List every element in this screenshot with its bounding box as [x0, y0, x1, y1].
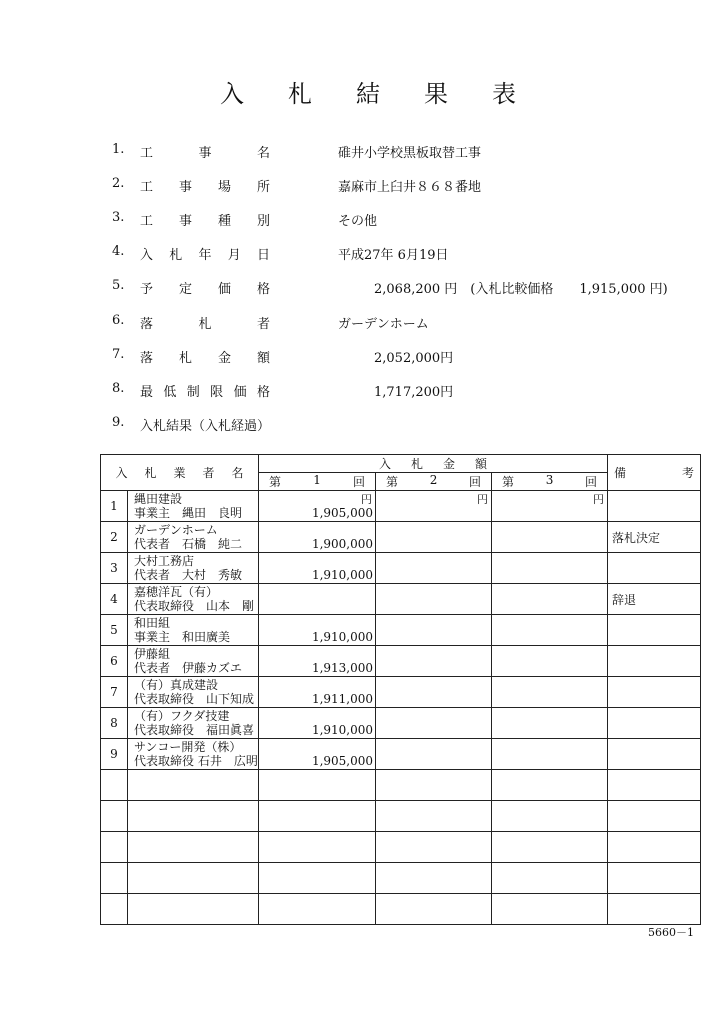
empty-cell — [376, 863, 492, 894]
bidder-representative: 代表取締役 山本 剛 — [134, 599, 255, 613]
remarks-cell — [608, 491, 701, 522]
remarks-cell — [608, 553, 701, 584]
empty-cell — [492, 863, 608, 894]
bid-amount-value: 1,905,000 — [311, 506, 374, 520]
header-char: 入 — [115, 466, 128, 480]
bid-amount-value: 1,910,000 — [311, 630, 374, 644]
bid-amount-value: 1,900,000 — [311, 537, 374, 551]
info-value: 2,052,000円 — [374, 351, 454, 366]
table-row — [101, 739, 701, 770]
header-round-1 — [259, 473, 376, 491]
info-label-char: 別 — [256, 214, 270, 229]
header-char: 札 — [411, 457, 424, 471]
info-number: 7. — [112, 347, 125, 362]
bidder-company: （有）フクダ技建 — [134, 709, 230, 723]
header-round-3 — [492, 473, 608, 491]
info-value: 1,717,200円 — [374, 385, 454, 400]
info-label-char: 予 — [140, 282, 154, 297]
bidder-representative: 代表者 石橋 純二 — [134, 537, 243, 551]
yen-unit: 円 — [361, 493, 373, 506]
bid-amount-round-3 — [492, 739, 608, 770]
info-label-char: 事 — [198, 146, 212, 161]
header-remarks — [608, 455, 701, 491]
empty-table-row — [101, 801, 701, 832]
remarks-cell — [608, 739, 701, 770]
empty-cell — [259, 801, 376, 832]
round-char: 第 — [502, 475, 515, 489]
round-char: 回 — [352, 475, 365, 489]
bid-amount-value: 1,911,000 — [311, 692, 374, 706]
bidder-cell — [128, 708, 259, 739]
bid-amount-round-3 — [492, 708, 608, 739]
header-char: 考 — [682, 466, 695, 480]
bidder-company: 伊藤組 — [134, 647, 171, 661]
info-value: 平成27年 6月19日 — [338, 248, 449, 263]
remarks-cell: 辞退 — [608, 584, 701, 615]
table-row — [101, 615, 701, 646]
row-number: 2 — [101, 522, 128, 553]
info-number: 6. — [112, 313, 125, 328]
yen-unit: 円 — [593, 493, 605, 506]
remarks-cell — [608, 646, 701, 677]
empty-cell — [101, 770, 128, 801]
info-label-char: 格 — [256, 385, 270, 400]
remarks-cell — [608, 677, 701, 708]
empty-cell — [608, 863, 701, 894]
info-label — [140, 347, 270, 366]
bidder-company: 大村工務店 — [134, 554, 195, 568]
info-number: 9. — [112, 415, 125, 430]
info-label: 入札結果（入札経過） — [140, 419, 271, 434]
info-number: 5. — [112, 278, 125, 293]
bidder-representative: 代表者 伊藤カズエ — [134, 661, 243, 675]
bid-amount-round-3 — [492, 553, 608, 584]
info-label-char: 札 — [178, 351, 192, 366]
info-label-char: 札 — [198, 317, 212, 332]
bidder-cell — [128, 677, 259, 708]
info-label-char: 工 — [140, 214, 154, 229]
bid-amount-round-1 — [259, 615, 376, 646]
info-label — [140, 176, 270, 195]
bid-amount-round-2 — [376, 708, 492, 739]
info-label-char: 額 — [256, 351, 270, 366]
row-number: 3 — [101, 553, 128, 584]
bidder-representative: 事業主 和田廣美 — [134, 630, 231, 644]
info-label-char: 日 — [256, 248, 270, 263]
header-char: 入 — [379, 457, 392, 471]
remarks-cell — [608, 708, 701, 739]
info-number: 3. — [112, 210, 125, 225]
table-row — [101, 646, 701, 677]
info-label-char: 事 — [178, 214, 192, 229]
info-value: 2,068,200 円 (入札比較価格 1,915,000 円) — [374, 282, 668, 297]
info-label-char: 者 — [256, 317, 270, 332]
row-number: 5 — [101, 615, 128, 646]
empty-cell — [608, 894, 701, 925]
bid-amount-round-1 — [259, 522, 376, 553]
bid-amount-round-1 — [259, 584, 376, 615]
table-row — [101, 553, 701, 584]
bidder-company: 和田組 — [134, 616, 171, 630]
empty-cell — [376, 832, 492, 863]
info-number: 2. — [112, 176, 125, 191]
bid-amount-round-1 — [259, 553, 376, 584]
bidder-cell — [128, 553, 259, 584]
remarks-cell: 落札決定 — [608, 522, 701, 553]
round-char: 2 — [429, 473, 438, 487]
info-label — [140, 210, 270, 229]
info-label-char: 工 — [140, 146, 154, 161]
bid-amount-round-2 — [376, 553, 492, 584]
bid-amount-round-3 — [492, 677, 608, 708]
bid-amount-round-3 — [492, 491, 608, 522]
bid-amount-value: 1,905,000 — [311, 754, 374, 768]
empty-table-row — [101, 832, 701, 863]
header-char: 名 — [231, 466, 244, 480]
info-label-char: 月 — [227, 248, 241, 263]
info-label-char: 札 — [169, 248, 183, 263]
bidder-cell — [128, 584, 259, 615]
round-char: 回 — [584, 475, 597, 489]
empty-cell — [376, 770, 492, 801]
empty-cell — [492, 894, 608, 925]
empty-cell — [492, 770, 608, 801]
bid-amount-round-1 — [259, 677, 376, 708]
empty-cell — [608, 770, 701, 801]
bid-amount-round-1 — [259, 708, 376, 739]
bid-amount-round-3 — [492, 584, 608, 615]
info-label — [140, 244, 270, 263]
header-bidder-name — [101, 455, 259, 491]
empty-cell — [101, 832, 128, 863]
info-label-char: 金 — [217, 351, 231, 366]
table-row — [101, 708, 701, 739]
bid-amount-round-1 — [259, 646, 376, 677]
bid-amount-round-2 — [376, 677, 492, 708]
empty-cell — [101, 801, 128, 832]
info-label-char: 年 — [198, 248, 212, 263]
info-label-char: 場 — [217, 180, 231, 195]
header-char: 者 — [202, 466, 215, 480]
remarks-cell — [608, 615, 701, 646]
bid-amount-round-3 — [492, 646, 608, 677]
header-char: 備 — [614, 466, 627, 480]
bidder-representative: 事業主 縄田 良明 — [134, 506, 243, 520]
empty-cell — [376, 894, 492, 925]
empty-table-row — [101, 863, 701, 894]
bidder-cell — [128, 522, 259, 553]
empty-cell — [128, 801, 259, 832]
round-char: 3 — [545, 473, 554, 487]
bid-amount-round-3 — [492, 615, 608, 646]
row-number: 9 — [101, 739, 128, 770]
empty-cell — [492, 801, 608, 832]
info-label — [140, 142, 270, 161]
bidder-cell — [128, 646, 259, 677]
info-label-char: 種 — [217, 214, 231, 229]
info-label-char: 落 — [140, 351, 154, 366]
info-label-char: 格 — [256, 282, 270, 297]
round-char: 第 — [386, 475, 399, 489]
table-row — [101, 677, 701, 708]
info-value: ガーデンホーム — [338, 317, 429, 332]
info-label-char: 名 — [256, 146, 270, 161]
bidder-cell — [128, 615, 259, 646]
bid-amount-round-2 — [376, 522, 492, 553]
info-value: その他 — [338, 214, 378, 229]
round-char: 第 — [269, 475, 282, 489]
empty-cell — [128, 770, 259, 801]
header-char: 業 — [173, 466, 186, 480]
info-label-char: 所 — [256, 180, 270, 195]
info-label-char: 価 — [217, 282, 231, 297]
empty-cell — [128, 894, 259, 925]
page-title: 入札結果表 — [220, 80, 560, 108]
bid-amount-value: 1,910,000 — [311, 723, 374, 737]
empty-cell — [608, 801, 701, 832]
table-row — [101, 584, 701, 615]
header-char: 金 — [443, 457, 456, 471]
empty-cell — [101, 863, 128, 894]
header-round-2 — [376, 473, 492, 491]
info-number: 4. — [112, 244, 125, 259]
bid-amount-round-2 — [376, 584, 492, 615]
info-label — [140, 278, 270, 297]
document-number: 5660－1 — [648, 926, 694, 939]
empty-cell — [259, 770, 376, 801]
bid-amount-round-2 — [376, 646, 492, 677]
bid-amount-round-1 — [259, 739, 376, 770]
header-char: 札 — [144, 466, 157, 480]
bid-amount-round-2 — [376, 491, 492, 522]
row-number: 7 — [101, 677, 128, 708]
info-label-char: 価 — [233, 385, 247, 400]
info-label-char: 落 — [140, 317, 154, 332]
empty-cell — [492, 832, 608, 863]
bidder-representative: 代表取締役 福田眞喜 — [134, 723, 255, 737]
row-number: 1 — [101, 491, 128, 522]
round-char: 1 — [313, 473, 321, 487]
empty-cell — [128, 832, 259, 863]
bidder-company: （有）真成建設 — [134, 678, 219, 692]
info-label-char: 工 — [140, 180, 154, 195]
info-number: 1. — [112, 142, 125, 157]
empty-table-row — [101, 770, 701, 801]
empty-cell — [259, 863, 376, 894]
info-label-char: 低 — [163, 385, 177, 400]
bidder-representative: 代表取締役 石井 広明 — [134, 754, 258, 768]
info-number: 8. — [112, 381, 125, 396]
bidder-cell — [128, 491, 259, 522]
empty-cell — [608, 832, 701, 863]
bidder-representative: 代表者 大村 秀敏 — [134, 568, 243, 582]
header-bid-amount — [259, 455, 608, 473]
bidder-representative: 代表取締役 山下知成 — [134, 692, 255, 706]
empty-cell — [376, 801, 492, 832]
yen-unit: 円 — [477, 493, 489, 506]
info-label-char: 入 — [140, 248, 154, 263]
bid-amount-round-1 — [259, 491, 376, 522]
empty-cell — [101, 894, 128, 925]
bidder-company: ガーデンホーム — [134, 523, 218, 537]
info-value: 碓井小学校黒板取替工事 — [338, 146, 482, 161]
bid-amount-round-2 — [376, 615, 492, 646]
bid-amount-round-3 — [492, 522, 608, 553]
info-label — [140, 313, 270, 332]
info-label-char: 事 — [178, 180, 192, 195]
info-label-char: 定 — [178, 282, 192, 297]
table-row — [101, 491, 701, 522]
table-row — [101, 522, 701, 553]
header-char: 額 — [475, 457, 488, 471]
info-label — [140, 381, 270, 400]
bidder-company: 嘉穂洋瓦（有） — [134, 585, 219, 599]
info-label-char: 最 — [140, 385, 154, 400]
info-value: 嘉麻市上臼井８６８番地 — [338, 180, 482, 195]
bid-amount-round-2 — [376, 739, 492, 770]
bid-amount-value: 1,910,000 — [311, 568, 374, 582]
empty-cell — [259, 832, 376, 863]
round-char: 回 — [468, 475, 481, 489]
row-number: 6 — [101, 646, 128, 677]
bidder-company: サンコー開発（株） — [134, 740, 242, 754]
bidder-company: 縄田建設 — [134, 492, 183, 506]
bid-results-table — [100, 454, 701, 925]
info-label-char: 限 — [210, 385, 224, 400]
empty-cell — [128, 863, 259, 894]
bid-amount-value: 1,913,000 — [311, 661, 374, 675]
info-label-char: 制 — [186, 385, 200, 400]
bidder-cell — [128, 739, 259, 770]
empty-cell — [259, 894, 376, 925]
row-number: 8 — [101, 708, 128, 739]
empty-table-row — [101, 894, 701, 925]
row-number: 4 — [101, 584, 128, 615]
